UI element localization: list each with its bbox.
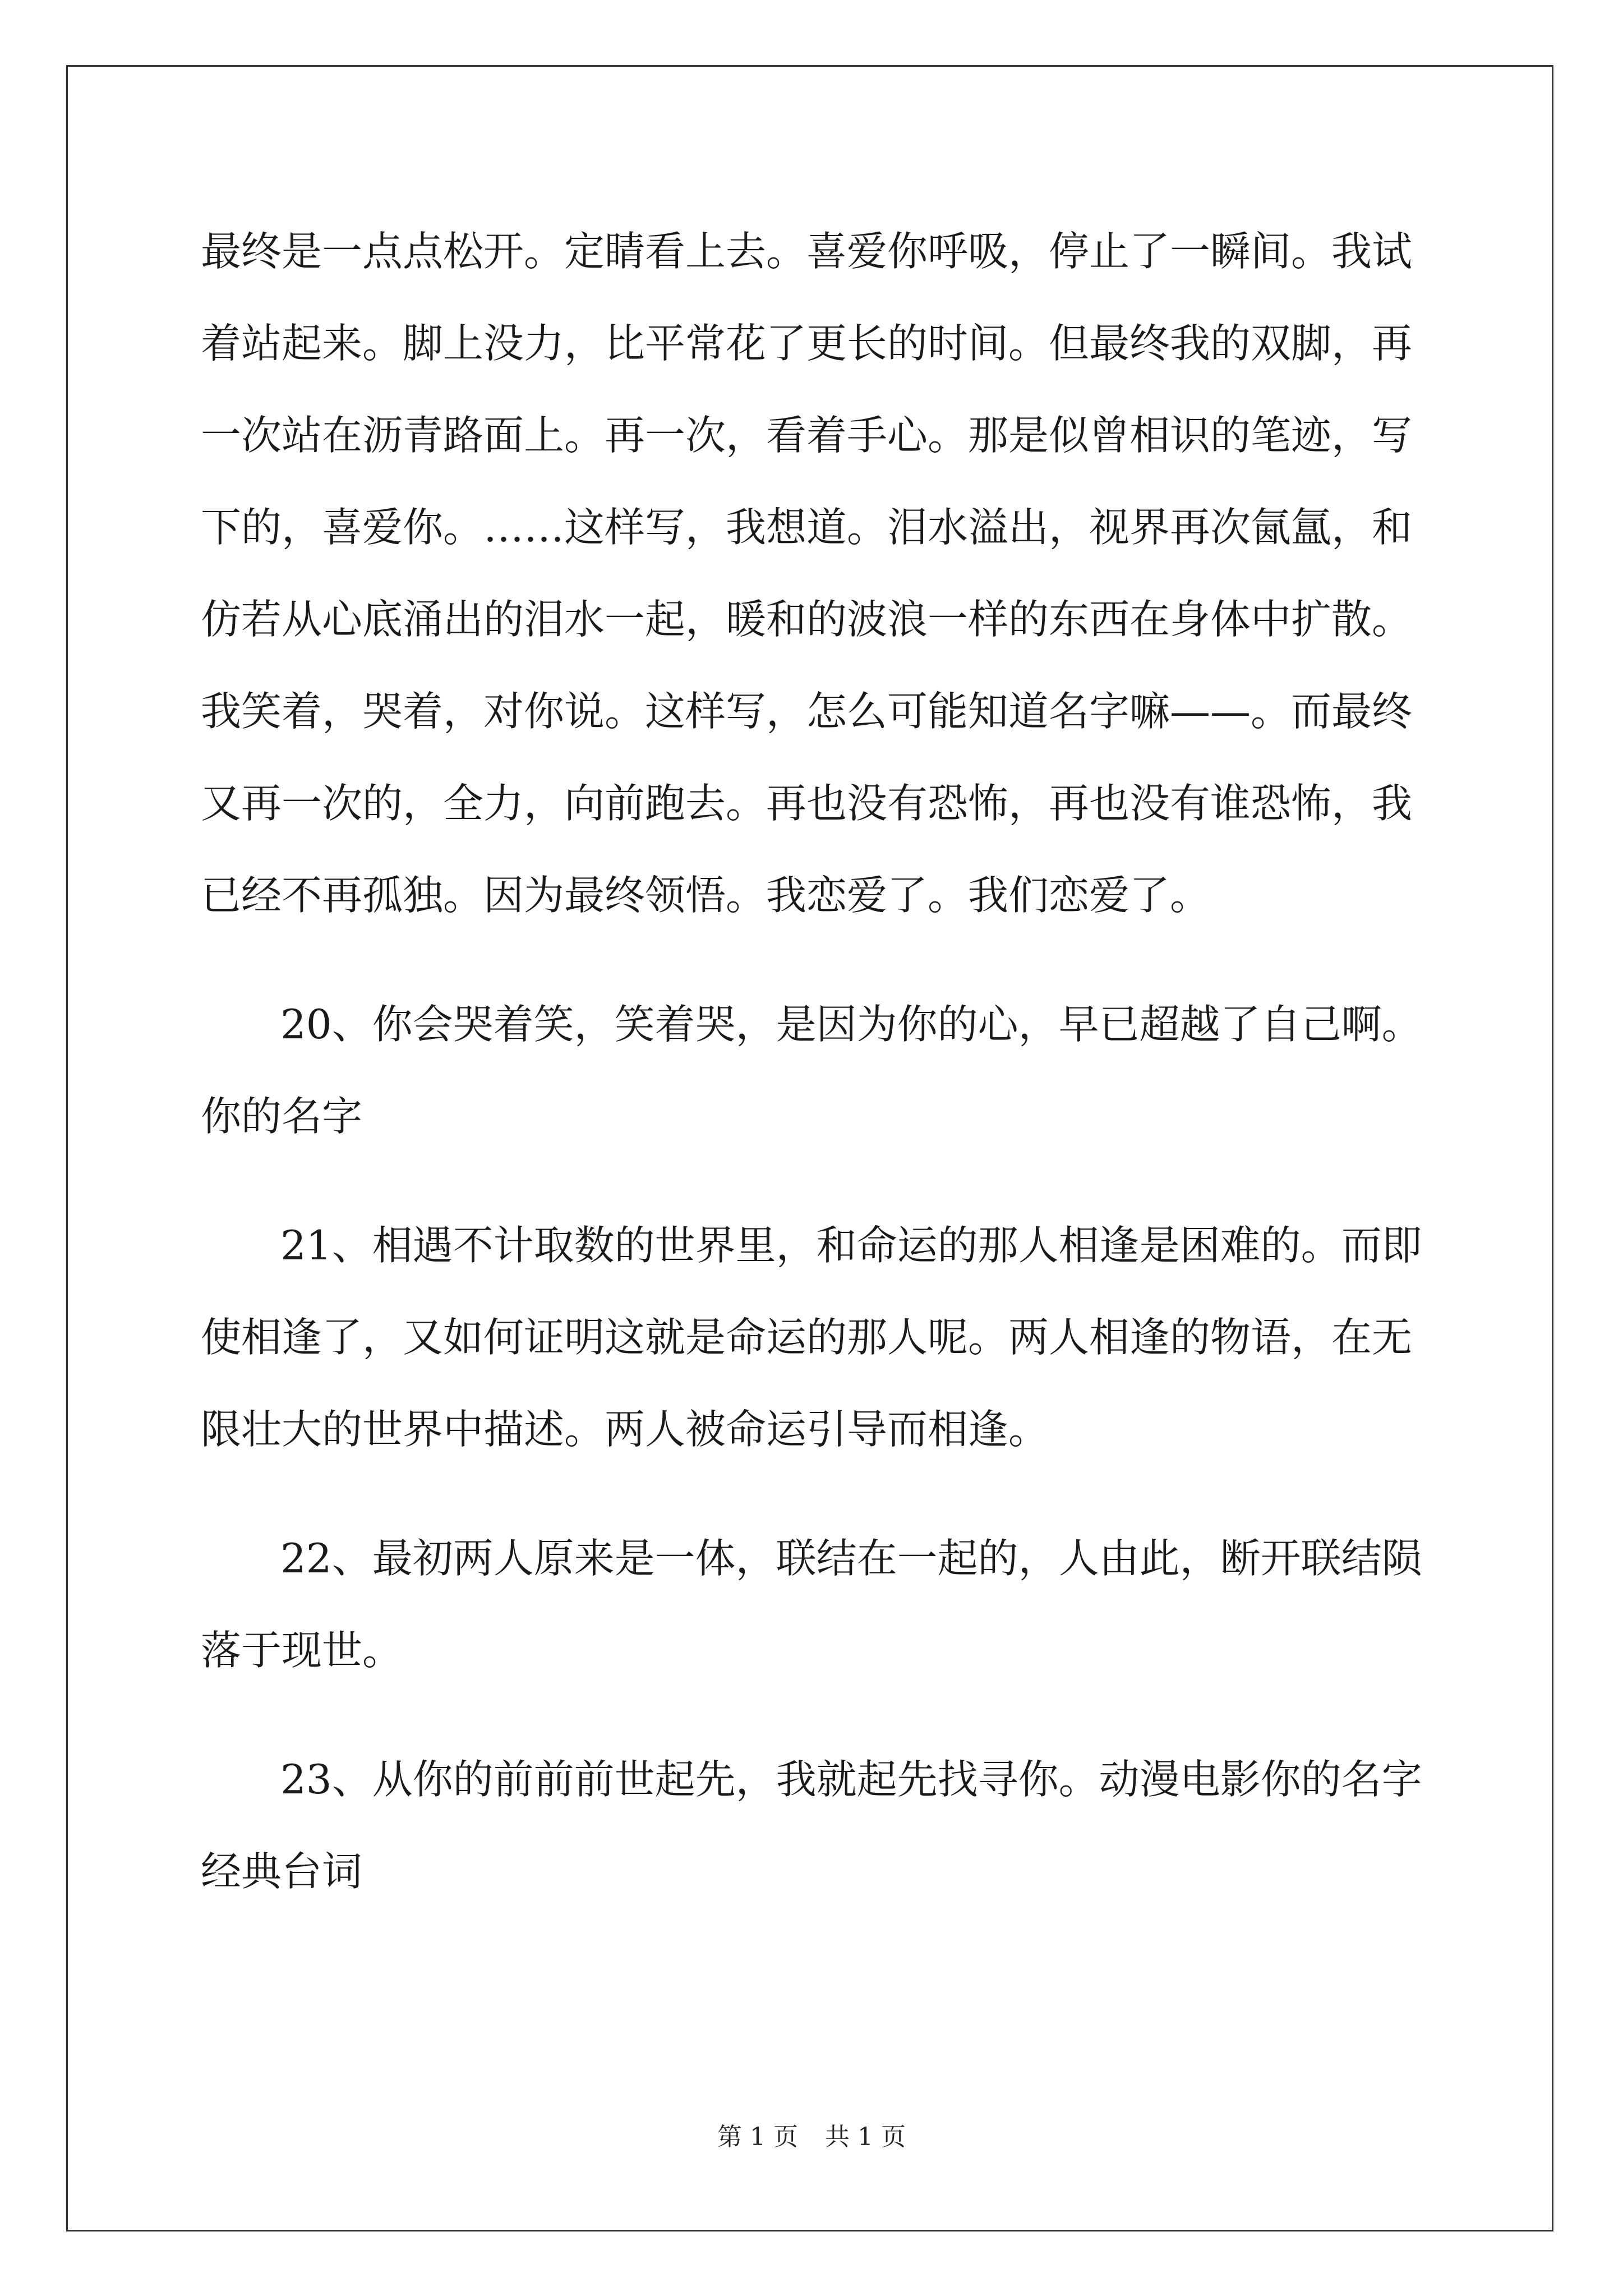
text-line: 20、你会哭着笑，笑着哭，是因为你的心，早已超越了自己啊。 — [280, 1001, 1422, 1048]
text-line: 使相逢了，又如何证明这就是命运的那人呢。两人相逢的物语，在无 — [201, 1314, 1413, 1361]
text-line: 已经不再孤独。因为最终领悟。我恋爱了。我们恋爱了。 — [201, 872, 1211, 919]
text-line: 最终是一点点松开。定睛看上去。喜爱你呼吸，停止了一瞬间。我试 — [201, 228, 1413, 275]
page-footer — [0, 2122, 1623, 2153]
paragraph-20 — [201, 988, 1429, 1172]
text-line: 着站起来。脚上没力，比平常花了更长的时间。但最终我的双脚，再 — [201, 320, 1413, 367]
text-line: 限壮大的世界中描述。两人被命运引导而相逢。 — [201, 1406, 1049, 1453]
paragraph-23 — [201, 1743, 1429, 1927]
text-line: 落于现世。 — [201, 1627, 403, 1674]
text-line: 下的，喜爱你。……这样写，我想道。泪水溢出，视界再次氤氲，和 — [201, 504, 1413, 551]
text-line: 仿若从心底涌出的泪水一起，暖和的波浪一样的东西在身体中扩散。 — [201, 596, 1413, 643]
document-body — [201, 215, 1429, 1927]
paragraph-22 — [201, 1522, 1429, 1706]
text-line: 经典台词 — [201, 1848, 363, 1895]
paragraph-continuation — [201, 215, 1429, 951]
page-number: 第 1 页 — [717, 2123, 798, 2151]
page-total: 共 1 页 — [825, 2123, 906, 2151]
text-line: 21、相遇不计取数的世界里，和命运的那人相逢是困难的。而即 — [280, 1222, 1422, 1269]
text-line: 你的名字 — [201, 1093, 363, 1140]
text-line: 22、最初两人原来是一体，联结在一起的，人由此，断开联结陨 — [280, 1535, 1422, 1582]
text-line: 又再一次的，全力，向前跑去。再也没有恐怖，再也没有谁恐怖，我 — [201, 780, 1413, 827]
text-line: 我笑着，哭着，对你说。这样写，怎么可能知道名字嘛——。而最终 — [201, 688, 1413, 735]
paragraph-21 — [201, 1209, 1429, 1485]
text-line: 一次站在沥青路面上。再一次，看着手心。那是似曾相识的笔迹，写 — [201, 412, 1413, 459]
text-line: 23、从你的前前前世起先，我就起先找寻你。动漫电影你的名字 — [280, 1756, 1422, 1803]
